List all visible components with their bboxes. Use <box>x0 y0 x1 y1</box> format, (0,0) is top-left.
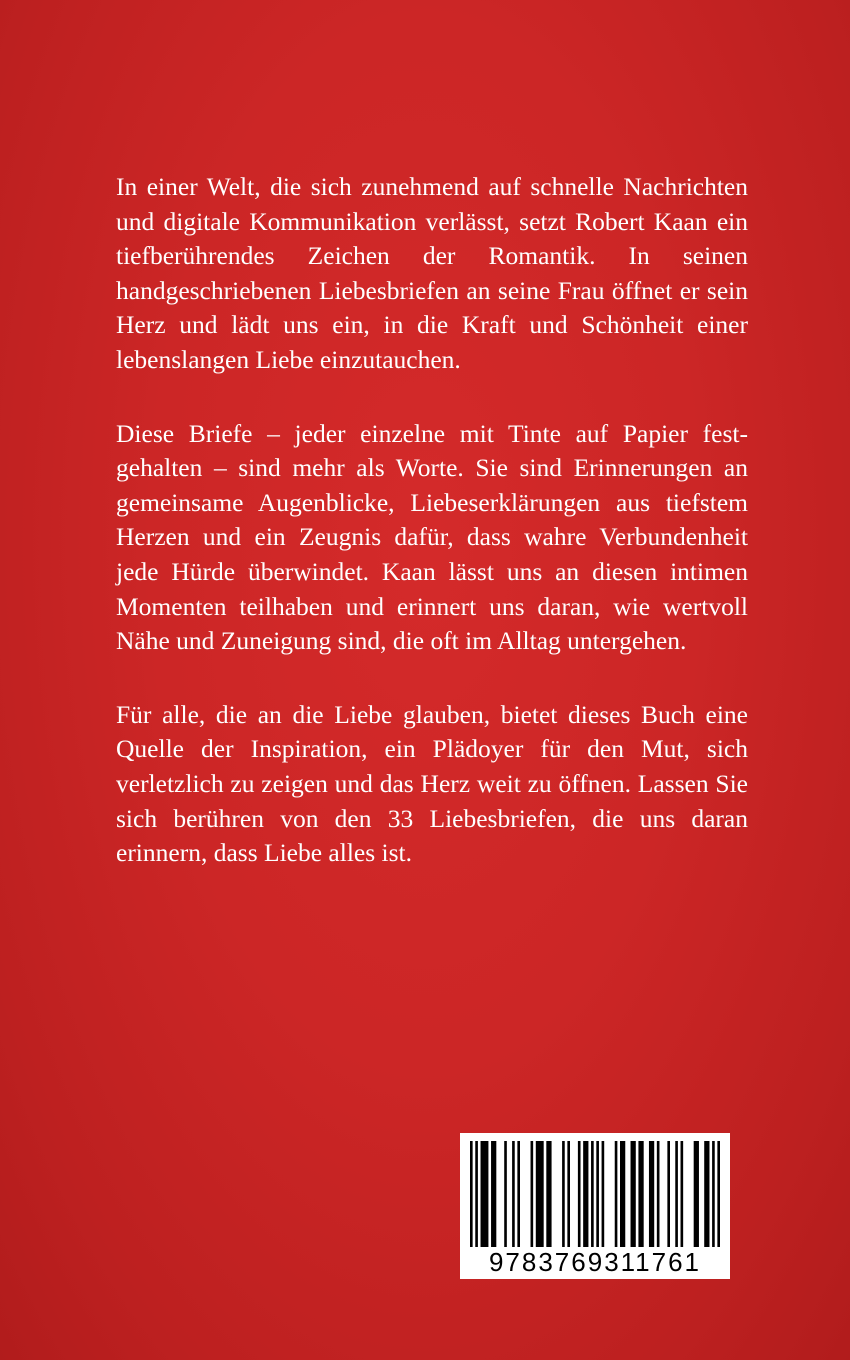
barcode-bar <box>536 1141 544 1247</box>
isbn-number: 9783769311761 <box>488 1247 702 1277</box>
barcode-bar <box>631 1141 636 1247</box>
blurb-paragraph-2: Diese Briefe – jeder einzelne mit Tinte auf Papier festgehalten – sind mehr als Worte. Sie sind Erinnerungen an gemeinsame Augenblicke, Liebeserklärungen aus tiefstem Herzen und ein Zeugnis dafür, dass wahre Verbundenheit jede Hürde überwindet. Kaan lässt uns an diesen intimen Momenten teilhaben und erinnert uns daran, wie wertvoll Nähe und Zuneigung sind, die oft im Alltag untergehen. <box>116 418 748 656</box>
barcode-bar <box>694 1141 699 1247</box>
isbn-barcode <box>460 1133 730 1279</box>
barcode-bar <box>475 1141 478 1247</box>
barcode-bar <box>517 1141 520 1247</box>
barcode-bars <box>470 1141 720 1247</box>
barcode-bar <box>583 1141 588 1247</box>
barcode-bar <box>681 1141 684 1247</box>
barcode-bar <box>620 1141 625 1247</box>
barcode-bar <box>712 1141 715 1247</box>
blurb-text <box>116 170 748 910</box>
barcode-bar <box>615 1141 618 1247</box>
barcode-bar <box>504 1141 507 1247</box>
barcode-bar <box>481 1141 489 1247</box>
barcode-bar <box>567 1141 570 1247</box>
blurb-paragraph-3: Für alle, die an die Liebe glauben, bietet dieses Buch eine Quelle der Inspiration, ein Plädoyer für den Mut, sich verletzlich zu zeigen und das Herz weit zu öffnen. Lassen Sie sich berühren von den 33 Liebesbriefen, die uns daran erinnern, dass Liebe alles ist. <box>116 699 748 868</box>
barcode-bar <box>596 1141 599 1247</box>
barcode-bar <box>638 1141 643 1247</box>
barcode-bar <box>667 1141 670 1247</box>
blurb-paragraph-1: In einer Welt, die sich zunehmend auf schnelle Nachrichten und digitale Kommunikation verlässt, setzt Robert Kaan ein tiefberührendes Zeichen der Romantik. In seinen handgeschriebenen Liebesbriefen an seine Frau öffnet er sein Herz und lädt uns ein, in die Kraft und Schönheit einer lebenslangen Liebe einzutauchen. <box>116 172 748 374</box>
barcode-bar <box>602 1141 605 1247</box>
barcode-bar <box>717 1141 720 1247</box>
barcode-bar <box>591 1141 594 1247</box>
barcode-bar <box>578 1141 581 1247</box>
barcode-bar <box>491 1141 496 1247</box>
barcode-bar <box>704 1141 709 1247</box>
barcode-bar <box>649 1141 654 1247</box>
barcode-bar <box>531 1141 534 1247</box>
barcode-bar <box>562 1141 565 1247</box>
barcode-bar <box>657 1141 660 1247</box>
barcode-bar <box>512 1141 515 1247</box>
barcode-bar <box>675 1141 678 1247</box>
barcode-bar <box>546 1141 551 1247</box>
barcode-bar <box>470 1141 473 1247</box>
